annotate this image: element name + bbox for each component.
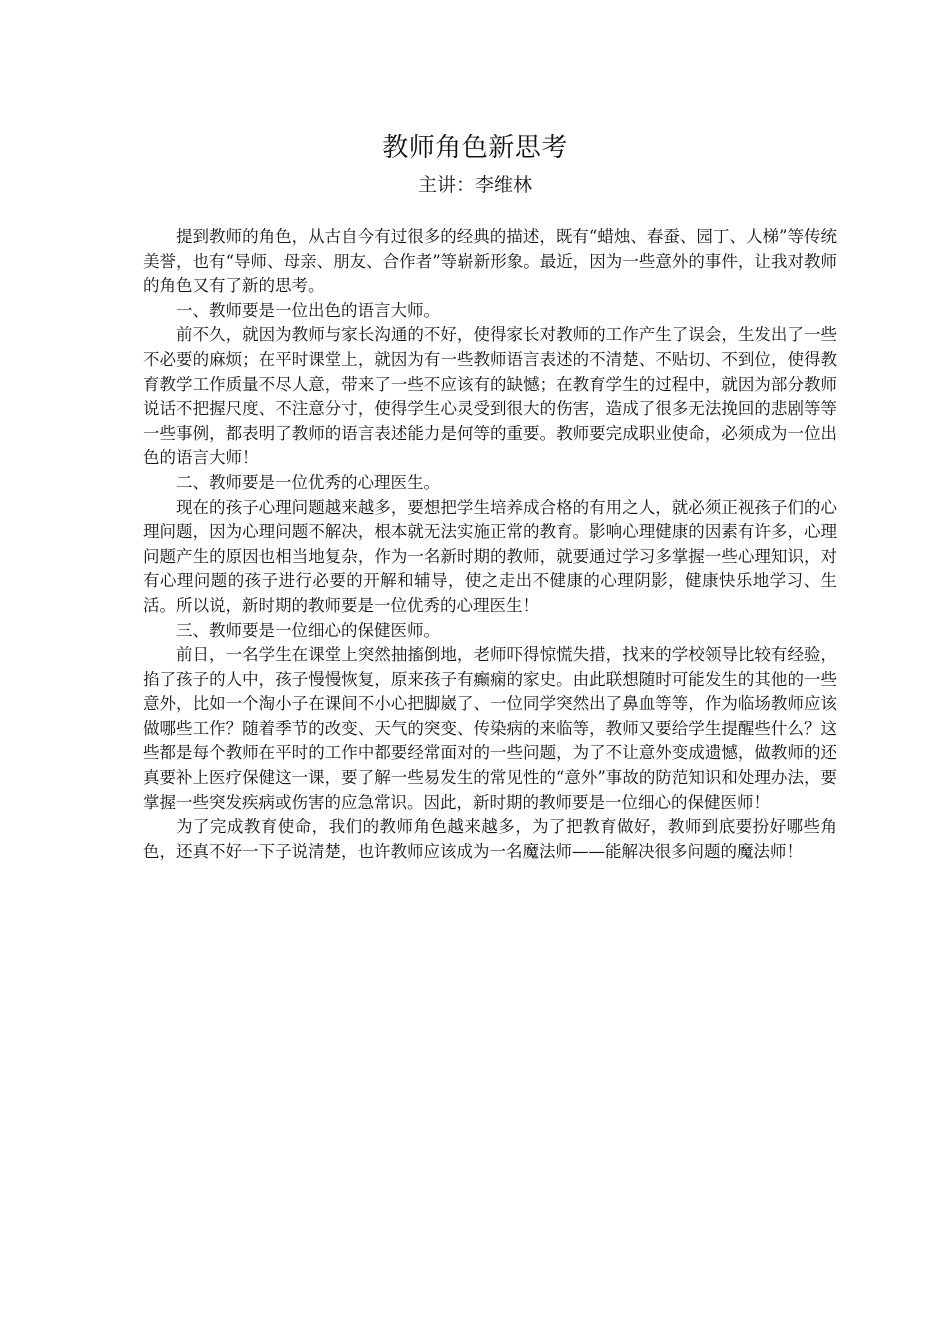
document-body	[143, 225, 837, 864]
paragraph-psychologist: 现在的孩子心理问题越来越多，要想把学生培养成合格的有用之人，就必须正视孩子们的心理问题，因为心理问题不解决，根本就无法实施正常的教育。影响心理健康的因素有许多，心理问题产生的原因也相当地复杂，作为一名新时期的教师，就要通过学习多掌握一些心理知识，对有心理问题的孩子进行必要的开解和辅导，使之走出不健康的心理阴影，健康快乐地学习、生活。所以说，新时期的教师要是一位优秀的心理医生！	[143, 497, 837, 615]
section-heading-psychologist: 二、教师要是一位优秀的心理医生。	[176, 472, 440, 492]
conclusion-paragraph: 为了完成教育使命，我们的教师角色越来越多，为了把教育做好，教师到底要扮好哪些角色，还真不好一下子说清楚，也许教师应该成为一名魔法师——能解决很多问题的魔法师！	[143, 817, 837, 861]
paragraph-health-care: 前日，一名学生在课堂上突然抽搐倒地，老师吓得惊慌失措，找来的学校领导比较有经验，掐了孩子的人中，孩子慢慢恢复，原来孩子有癫痫的家史。由此联想随时可能发生的其他的一些意外，比如一个淘小子在课间不小心把脚崴了、一位同学突然出了鼻血等等，作为临场教师应该做哪些工作？随着季节的改变、天气的突变、传染病的来临等，教师又要给学生提醒些什么？这些都是每个教师在平时的工作中都要经常面对的一些问题，为了不让意外变成遗憾，做教师的还真要补上医疗保健这一课，要了解一些易发生的常见性的“意外”事故的防范知识和处理办法，要掌握一些突发疾病或伤害的应急常识。因此，新时期的教师要是一位细心的保健医师！	[143, 645, 837, 812]
intro-paragraph: 提到教师的角色，从古自今有过很多的经典的描述，既有“蜡烛、春蚕、园丁、人梯”等传统美誉，也有“导师、母亲、朋友、合作者”等崭新形象。最近，因为一些意外的事件，让我对教师的角色又有了新的思考。	[143, 227, 837, 296]
paragraph-language-master: 前不久，就因为教师与家长沟通的不好，使得家长对教师的工作产生了误会，生发出了一些不必要的麻烦；在平时课堂上，就因为有一些教师语言表述的不清楚、不贴切、不到位，使得教育教学工作质量不尽人意，带来了一些不应该有的缺憾；在教育学生的过程中，就因为部分教师说话不把握尺度、不注意分寸，使得学生心灵受到很大的伤害，造成了很多无法挽回的悲剧等等一些事例，都表明了教师的语言表述能力是何等的重要。教师要完成职业使命，必须成为一位出色的语言大师！	[143, 325, 837, 468]
document-subtitle: 主讲：李维林	[417, 174, 532, 196]
document-title: 教师角色新思考	[382, 133, 568, 163]
section-heading-language-master: 一、教师要是一位出色的语言大师。	[176, 300, 440, 320]
section-heading-health-care: 三、教师要是一位细心的保健医师。	[176, 620, 440, 640]
